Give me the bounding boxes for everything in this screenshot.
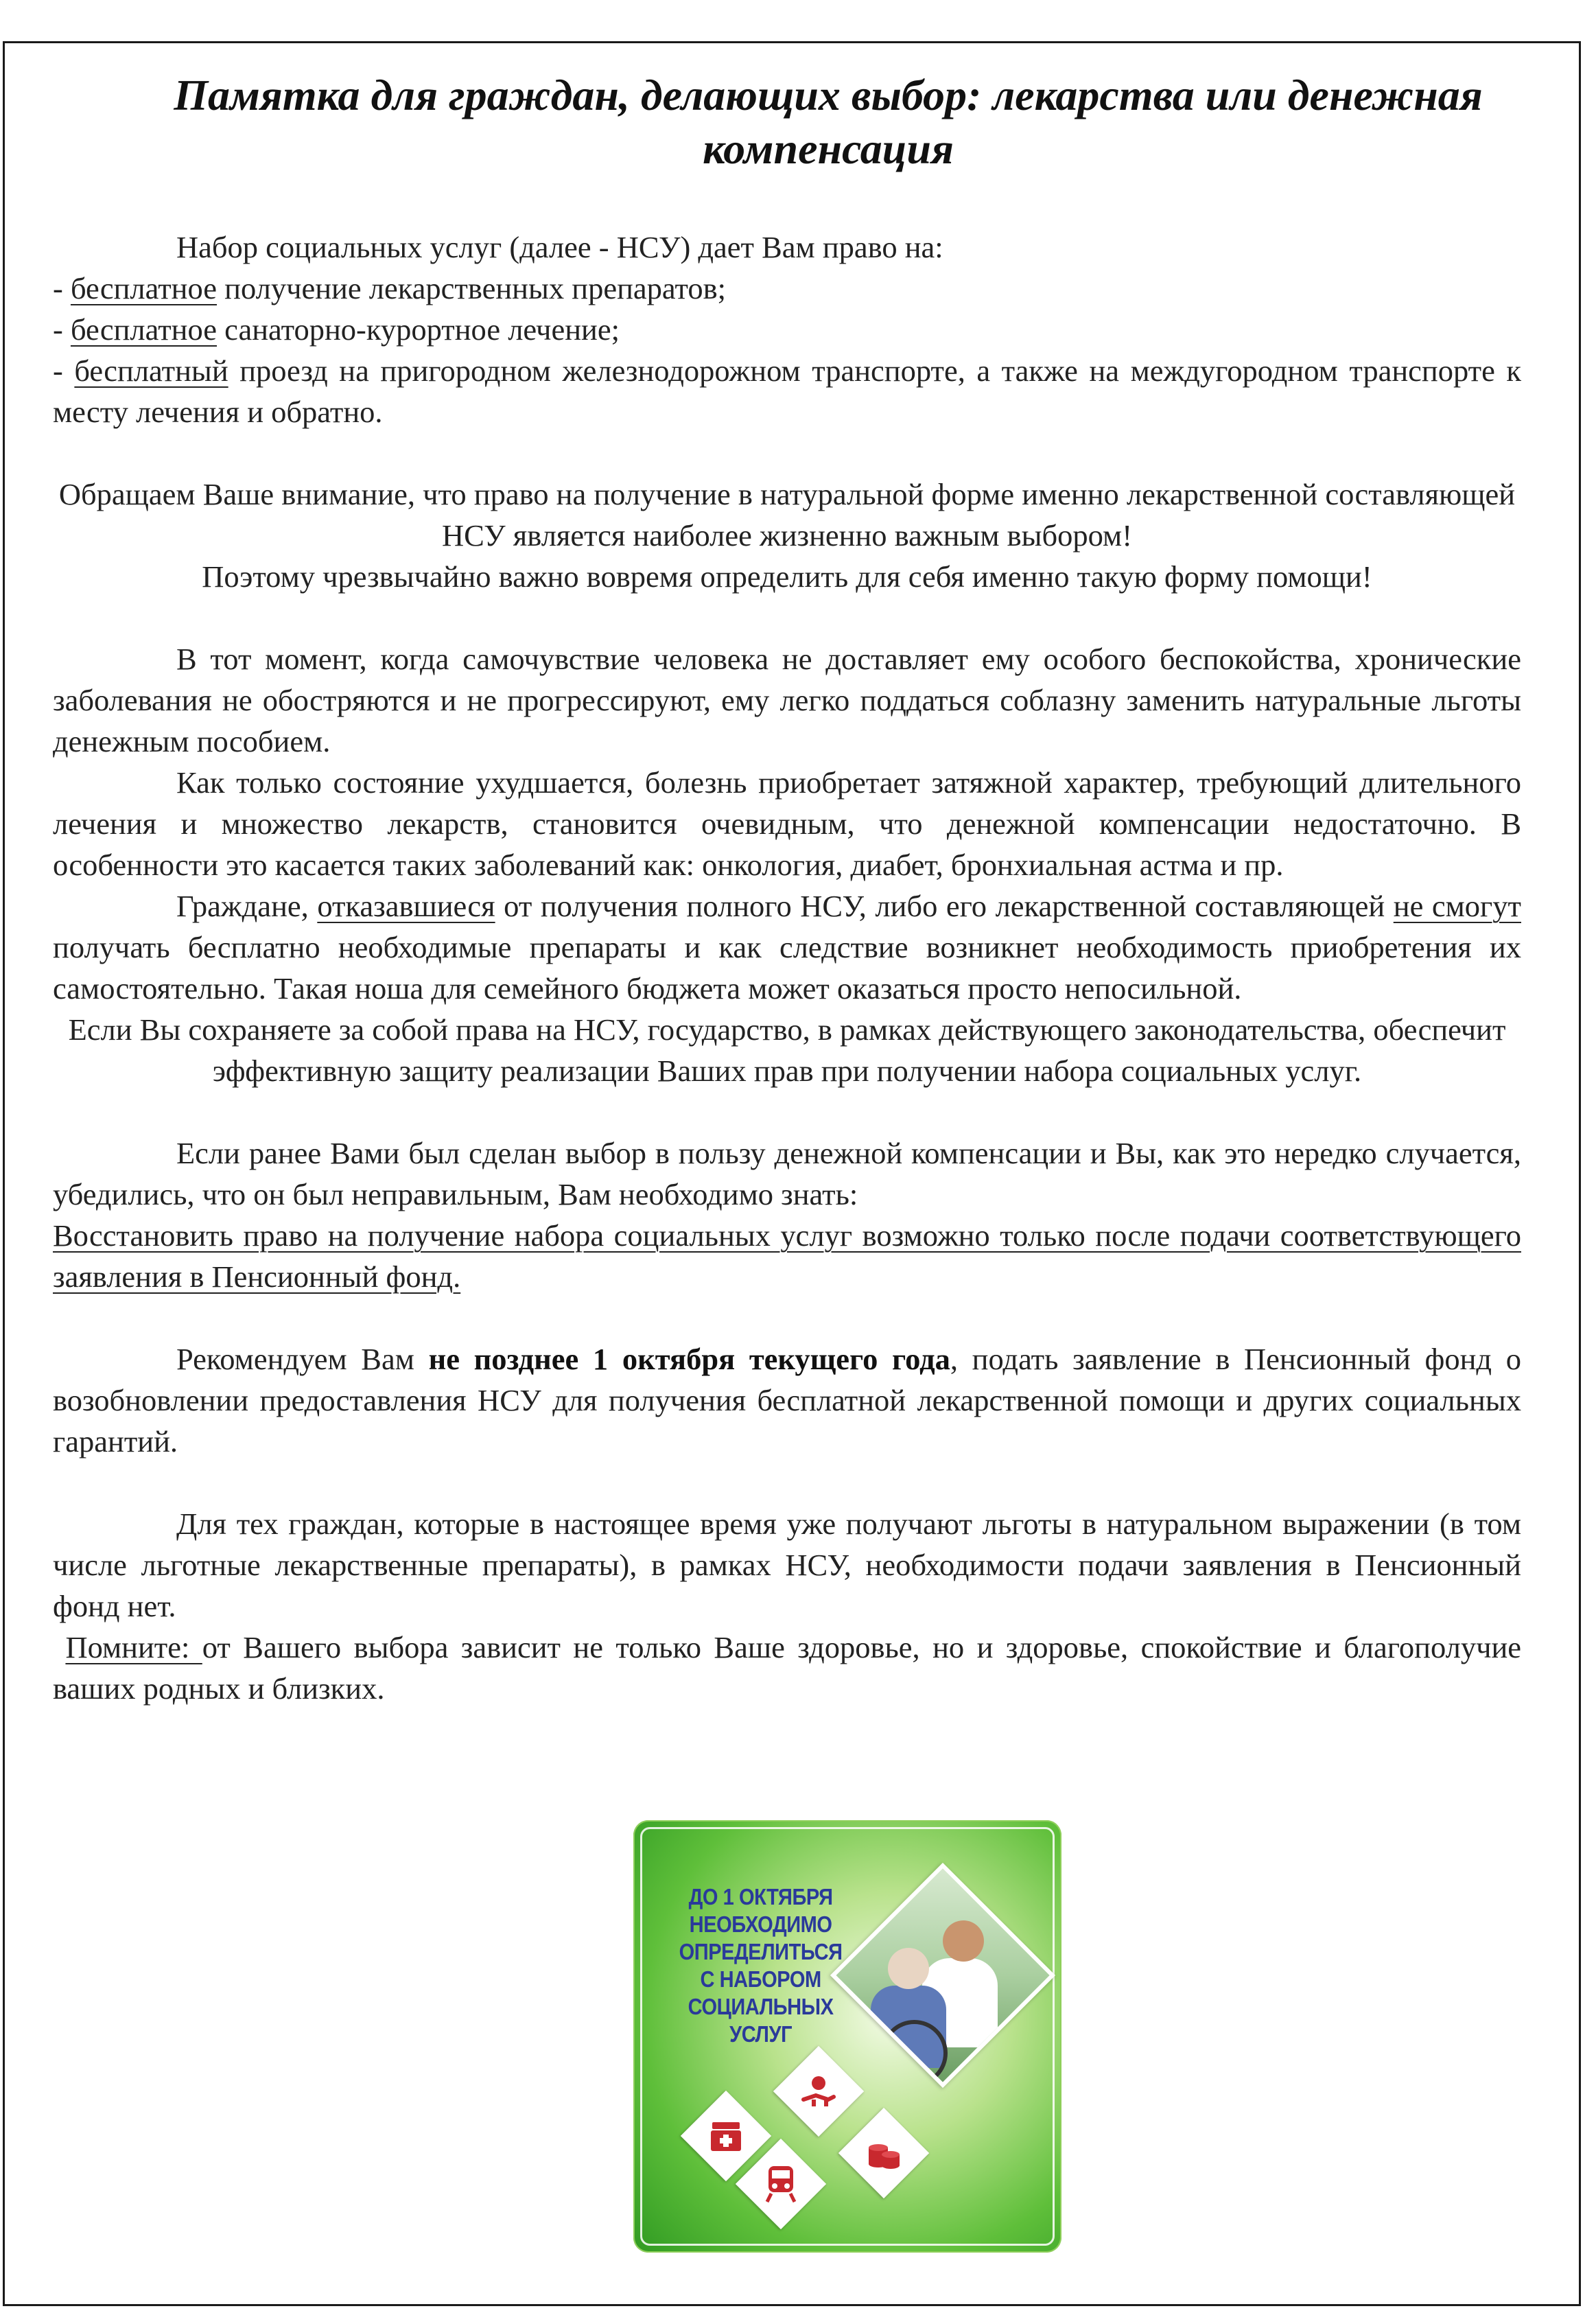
paragraph-state-protection: Если Вы сохраняете за собой права на НСУ, государство, в рамках действующего законодательства, обеспечит эффективную защиту реализации Ваших прав при получении набора социальных услуг. bbox=[68, 1012, 1506, 1088]
nsu-poster bbox=[633, 1820, 1061, 2253]
paragraph-refusal: Граждане, отказавшиеся от получения полного НСУ, либо его лекарственной составляющей не смогут получать бесплатно необходимые препараты и как следствие возникнет необходимость приобретения их самостоятельно. Такая ноша для семейного бюджета может оказаться просто непосильной. bbox=[53, 889, 1521, 1006]
attention-line-1: Обращаем Ваше внимание, что право на получение в натуральной форме именно лекарственной составляющей НСУ является наиболее жизненно важным выбором! bbox=[58, 477, 1516, 553]
paragraph-earlier-choice: Если ранее Вами был сделан выбор в пользу денежной компенсации и Вы, как это нередко случается, убедились, что он был неправильным, Вам необходимо знать: bbox=[53, 1136, 1521, 1211]
intro-item-1: - бесплатное получение лекарственных препаратов; bbox=[53, 271, 726, 305]
paragraph-wellbeing: В тот момент, когда самочувствие человека не доставляет ему особого беспокойства, хронические заболевания не обостряются и не прогрессируют, ему легко поддаться соблазну заменить натуральные льготы денежным пособием. bbox=[53, 642, 1521, 758]
attention-line-2: Поэтому чрезвычайно важно вовремя определить для себя именно такую форму помощи! bbox=[202, 559, 1372, 594]
intro-item-2: - бесплатное санаторно-курортное лечение; bbox=[53, 312, 620, 347]
paragraph-remember: Помните: от Вашего выбора зависит не только Ваше здоровье, но и здоровье, спокойствие и благополучие ваших родных и близких. bbox=[53, 1630, 1522, 1706]
poster-caption: ДО 1 ОКТЯБРЯ НЕОБХОДИМО ОПРЕДЕЛИТЬСЯ С НАБОРОМ СОЦИАЛЬНЫХ УСЛУГ bbox=[679, 1884, 843, 2047]
paragraph-worsening: Как только состояние ухудшается, болезнь приобретает затяжной характер, требующий длительного лечения и множество лекарств, становится очевидным, что денежной компенсации недостаточно. В особенности это касается таких заболеваний как: онкология, диабет, бронхиальная астма и пр. bbox=[53, 765, 1521, 882]
train-icon bbox=[736, 2139, 825, 2229]
page-title: Памятка для граждан, делающих выбор: лекарства или денежная компенсация bbox=[174, 71, 1483, 173]
coins-icon bbox=[839, 2108, 928, 2198]
intro-item-3: - бесплатный проезд на пригородном железнодорожном транспорте, а также на междугородном транспорте к месту лечения и обратно. bbox=[53, 353, 1521, 429]
paragraph-restore-right: Восстановить право на получение набора социальных услуг возможно только после подачи соответствующего заявления в Пенсионный фонд. bbox=[53, 1218, 1521, 1294]
paragraph-already-receiving: Для тех граждан, которые в настоящее время уже получают льготы в натуральном выражении (в том числе льготные лекарственные препараты), в рамках НСУ, необходимости подачи заявления в Пенсионный фонд нет. bbox=[53, 1507, 1521, 1623]
paragraph-recommendation: Рекомендуем Вам не позднее 1 октября текущего года, подать заявление в Пенсионный фонд о возобновлении предоставления НСУ для получения бесплатной лекарственной помощи и других социальных гарантий. bbox=[53, 1342, 1521, 1458]
intro-lead: Набор социальных услуг (далее - НСУ) дает Вам право на: bbox=[176, 230, 943, 264]
document-body bbox=[53, 69, 1521, 1709]
